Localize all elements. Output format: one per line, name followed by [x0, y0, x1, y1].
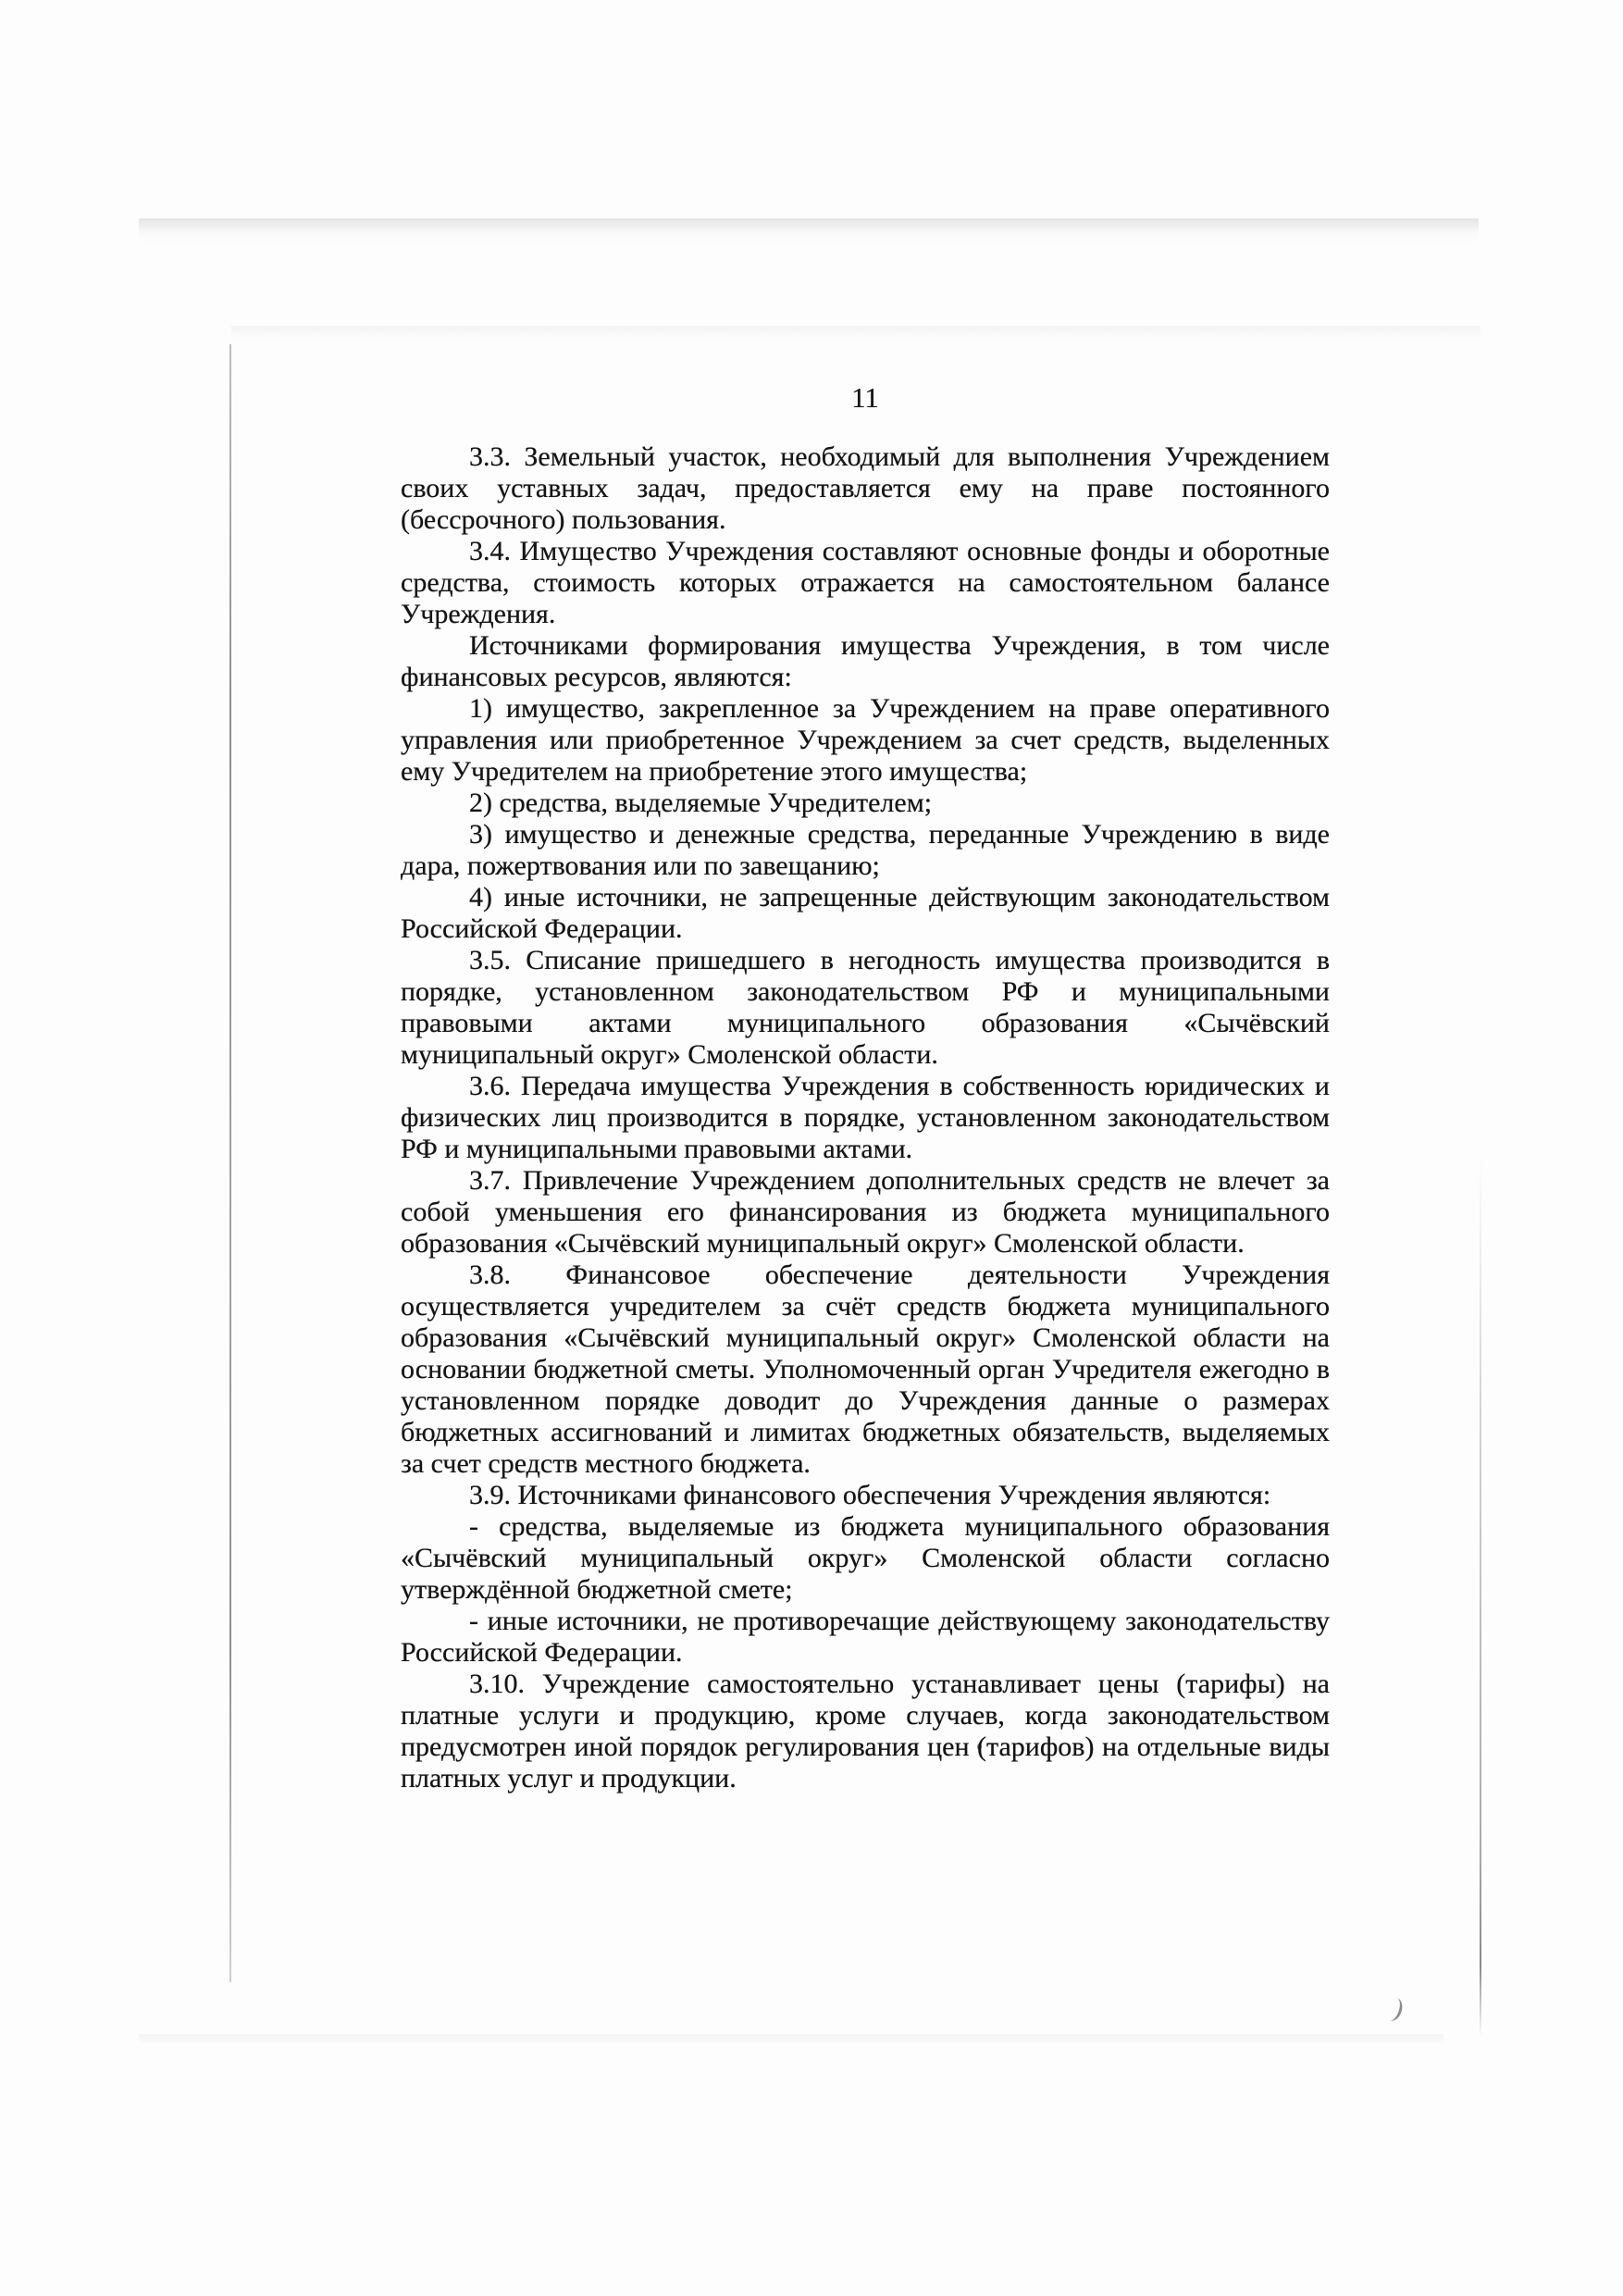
paragraph: 3.3. Земельный участок, необходимый для выполнения Учреждением своих уставных задач, предоставляется ему на праве постоянного (бессрочного) пользования.	[401, 441, 1330, 535]
paragraph: 4) иные источники, не запрещенные действующим законодательством Российской Федерации.	[401, 882, 1330, 944]
paragraph: - иные источники, не противоречащие действующему законодательству Российской Федерации.	[401, 1606, 1330, 1668]
scan-top-shading-artifact	[231, 326, 1481, 344]
page-number: 11	[851, 381, 879, 414]
paragraph: 3) имущество и денежные средства, переданные Учреждению в виде дара, пожертвования или по завещанию;	[401, 819, 1330, 881]
paragraph: 3.4. Имущество Учреждения составляют основные фонды и оборотные средства, стоимость которых отражается на самостоятельном балансе Учреждения.	[401, 536, 1330, 629]
paragraph: 3.6. Передача имущества Учреждения в собственность юридических и физических лиц производится в порядке, установленном законодательством РФ и муниципальными правовыми актами.	[401, 1071, 1330, 1164]
paragraph: 3.7. Привлечение Учреждением дополнительных средств не влечет за собой уменьшения его финансирования из бюджета муниципального образования «Сычёвский муниципальный округ» Смоленской области.	[401, 1165, 1330, 1259]
paragraph: Источниками формирования имущества Учреждения, в том числе финансовых ресурсов, являются:	[401, 630, 1330, 692]
scan-right-edge-artifact	[1480, 1157, 1481, 2036]
paragraph: 3.10. Учреждение самостоятельно устанавливает цены (тарифы) на платные услуги и продукцию, кроме случаев, когда законодательством предусмотрен иной порядок регулирования цен (тарифов) на отдельные виды платных услуг и продукции.	[401, 1669, 1330, 1793]
paragraph: 1) имущество, закрепленное за Учреждением на праве оперативного управления или приобретенное Учреждением за счет средств, выделенных ему Учредителем на приобретение этого имущества;	[401, 693, 1330, 787]
scan-bottom-edge-artifact	[139, 2034, 1443, 2045]
document-body	[401, 441, 1330, 1794]
paragraph: 3.9. Источниками финансового обеспечения Учреждения являются:	[469, 1480, 1271, 1510]
paragraph: 2) средства, выделяемые Учредителем;	[469, 788, 933, 818]
scan-left-edge-artifact	[229, 344, 231, 1982]
paragraph: 3.8. Финансовое обеспечение деятельности Учреждения осуществляется учредителем за счёт средств бюджета муниципального образования «Сычёвский муниципальный округ» Смоленской области на основании бюджетной сметы. Уполномоченный орган Учредителя ежегодно в установленном порядке доводит до Учреждения данные о размерах бюджетных ассигнований и лимитах бюджетных обязательств, выделяемых за счет средств местного бюджета.	[401, 1260, 1330, 1479]
paragraph: 3.5. Списание пришедшего в негодность имущества производится в порядке, установленном законодательством РФ и муниципальными правовыми актами муниципального образования «Сычёвский муниципальный округ» Смоленской области.	[401, 945, 1330, 1070]
scan-curl-mark-artifact	[1381, 1995, 1405, 2024]
scan-top-edge-artifact	[139, 218, 1479, 242]
paragraph: - средства, выделяемые из бюджета муниципального образования «Сычёвский муниципальный округ» Смоленской области согласно утверждённой бюджетной смете;	[401, 1511, 1330, 1605]
